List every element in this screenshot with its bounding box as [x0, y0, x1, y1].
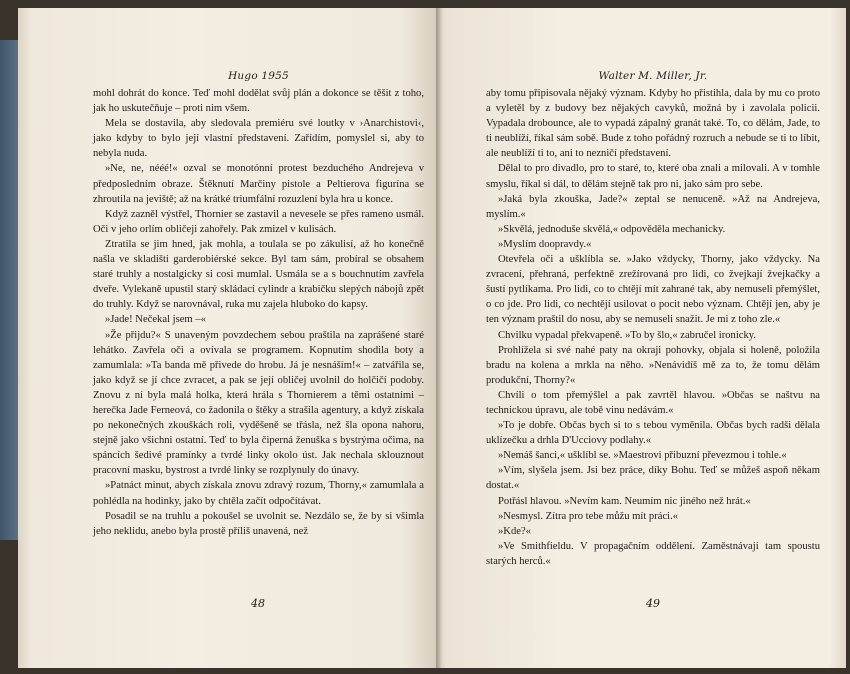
paragraph: »Myslím doopravdy.«	[498, 238, 592, 250]
paragraph: mohl dohrát do konce. Teď mohl dodělat svůj plán a dokonce se těšit z toho, jak ho uskutečňuje – proti nim všem.	[93, 88, 424, 115]
paragraph: Posadil se na truhlu a pokoušel se uvolnit se. Nezdálo se, že by si všimla jeho neklidu, anebo byla prostě příliš unavená, než	[93, 510, 424, 537]
right-running-head: Walter M. Miller, Jr.	[598, 70, 708, 82]
paragraph: »Ne, ne, nééé!« ozval se monotónní protest bezduchého Andrejeva v předposledním obraze. Štěknutí Marčiny pistole a Peltierova figurína se zhroutila na jeviště; až na krátké triumfální rozuzlení byla hra u konce.	[93, 163, 424, 205]
right-page	[436, 8, 846, 668]
paragraph: Dělal to pro divadlo, pro to staré, to, které oba znali a milovali. A v tomhle smyslu, říkal si dál, to dělám stejně tak pro ni, jako sám pro sebe.	[486, 163, 820, 190]
paragraph: »Vím, slyšela jsem. Jsi bez práce, díky Bohu. Teď se můžeš aspoň někam dostat.«	[486, 465, 820, 492]
left-page	[18, 8, 436, 668]
paragraph: Chvilku vypadal překvapeně. »To by šlo,« zabručel ironicky.	[498, 329, 757, 341]
paragraph: »Nemáš šanci,« ušklíbl se. »Maestrovi přibuzní převezmou i tohle.«	[498, 450, 787, 462]
right-page-text	[486, 86, 820, 569]
paragraph: »Nesmysl. Zítra pro tebe můžu mít práci.«	[498, 510, 679, 522]
right-page-number: 49	[646, 597, 660, 610]
paragraph: Potřásl hlavou. »Nevím kam. Neumím nic jiného než hrát.«	[498, 495, 751, 507]
paragraph: Prohlížela si své nahé paty na okraji pohovky, objala si holeně, položila bradu na kolena a mrkla na něho. »Nenávidíš mě za to, že tomu dělám produkční, Thorny?«	[486, 344, 820, 386]
gutter-shadow	[436, 8, 442, 668]
paragraph: »Kde?«	[498, 525, 531, 537]
paragraph: »Že přijdu?« S unaveným povzdechem sebou praštila na zaprášené staré lehátko. Zavřela oči a ovívala se programem. Kopnutím shodila boty a zamumlala: »Ta banda mě přivede do hrobu. Já je nesnáším!« – zatvářila se, jako když se jí chce zvracet, a pak se její obličej uvolnil do holčičí podoby. Znovu z ní byla malá holka, která hrála s Thornierem a těmi ostatními – herečka Jade Ferneová, co žadonila o štěky a strašila agentury, a když získala po nekonečných zkouškách roli, vyděšeně se třásla, než šla opona nahoru, stejně jako všichni ostatní. Teď to byla čiperná ženuška s bystrýma očima, na spáncích šedivé pramínky a tvrdé linky okolo úst. Jak nechala sklouznout pracovní masku, bystrost a tvrdé linky se rozplynuly do únavy.	[93, 329, 424, 477]
paragraph: »To je dobře. Občas bych si to s tebou vyměnila. Občas bych radši dělala uklízečku a drhla D'Ucciovy podlahy.«	[486, 420, 820, 447]
left-page-number: 48	[251, 597, 265, 610]
cover-edge	[0, 40, 20, 540]
paragraph: Chvíli o tom přemýšlel a pak zavrtěl hlavou. »Občas se naštvu na technickou úpravu, ale tobě vinu nedávám.«	[486, 389, 820, 416]
paragraph: Otevřela oči a ušklíbla se. »Jako vždycky, Thorny, jako vždycky. Na zvracení, přehraná, perfektně zrežírovaná pro lidi, co žvejkají žvejkačky a šustí pytlíkama. Pro lidi, co to chtějí mít zahrané tak, aby nemuseli přemýšlet, o co jde. Pro lidi, co nechtějí usilovat o pocit nebo význam. Chtějí jen, aby je ten význam praštil do nosu, aby se nemuseli snažit. Je mi z toho zle.«	[486, 254, 820, 326]
paragraph: »Jade! Nečekal jsem –«	[105, 314, 206, 326]
left-page-text	[93, 86, 424, 539]
paragraph: Ztratila se jim hned, jak mohla, a toulala se po zákulisí, až ho konečně našla ve skladišti garderobiérské sekce. Byl tam sám, probíral se obsahem staré truhly a nostalgicky si cosi mumlal. Usmála se a s bouchnutím zavřela dveře. Vylekaně upustil starý skládací cylindr a krabičku slepých nábojů zpět do truhly. Když se narovnával, ruka mu zajela hluboko do kapsy.	[93, 238, 424, 311]
paragraph: »Patnáct minut, abych získala znovu zdravý rozum, Thorny,« zamumlala a pohlédla na hodinky, jako by chtěla začít odpočítávat.	[93, 480, 424, 507]
paragraph: »Jaká byla zkouška, Jade?« zeptal se nenuceně. »Až na Andrejeva, myslím.«	[486, 193, 820, 220]
left-running-head: Hugo 1955	[228, 70, 289, 82]
paragraph: aby tomu připisovala nějaký význam. Kdyby ho přistihla, dala by mu co proto a vyletěl by z budovy bez nějakých cavyků, možná by i zavolala policii. Vypadala drobounce, ale to vypadá zápalný granát také. To, co dělám, Jade, to ti neublíží, říkal sám sobě. Bude z toho pořádný rozruch a nebude se ti to líbit, ale neublíží ti to, ani to nezničí představení.	[486, 88, 820, 160]
paragraph: »Skvělá, jednoduše skvělá,« odpověděla mechanicky.	[498, 223, 726, 235]
paragraph: »Ve Smithfieldu. V propagačním oddělení. Zaměstnávají tam spoustu starých herců.«	[486, 540, 820, 567]
paragraph: Mela se dostavila, aby sledovala premiéru své loutky v ›Anarchistovi‹, jako kdyby to bylo její vlastní představení. Zařídím, pomyslel si, aby to nebyla nuda.	[93, 118, 424, 160]
paragraph: Když zazněl výstřel, Thornier se zastavil a nevesele se přes rameno usmál. Oči v jeho orlím obličeji zahořely. Pak zmizel v kulisách.	[93, 208, 424, 235]
